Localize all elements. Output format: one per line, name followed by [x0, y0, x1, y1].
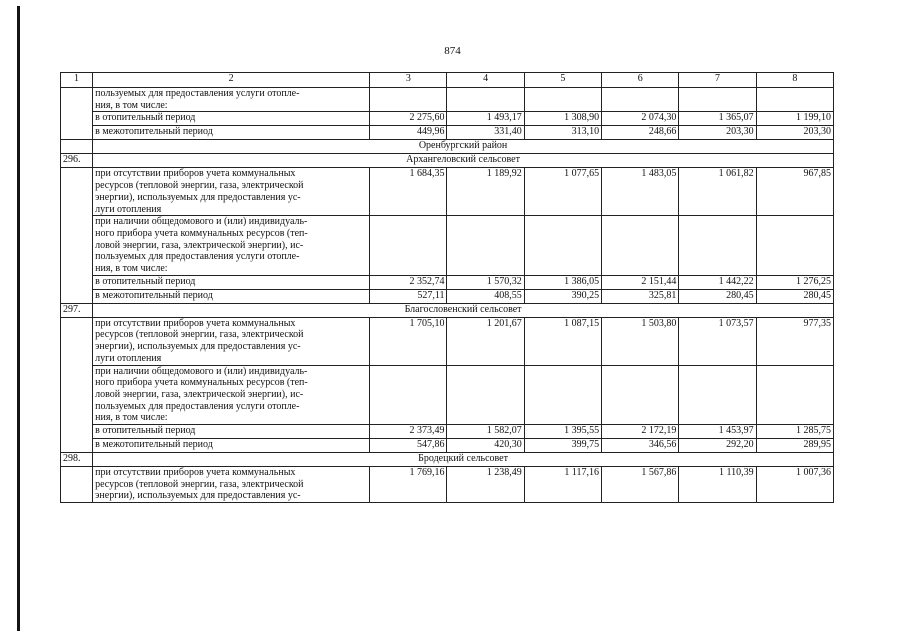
- value-cell: 1 276,25: [756, 275, 833, 289]
- description-line: ния, в том числе:: [95, 263, 168, 275]
- value-cell: 1 117,16: [524, 467, 601, 503]
- value-cell: 1 308,90: [524, 112, 601, 126]
- value-cell: 248,66: [602, 126, 679, 140]
- value-cell: 1 365,07: [679, 112, 756, 126]
- tariff-table: [60, 72, 834, 503]
- value-cell: 1 007,36: [756, 467, 833, 503]
- description-line: при наличии общедомового и (или) индивидуаль-: [95, 365, 308, 377]
- column-header: 5: [524, 73, 601, 88]
- table-row-with-meter: [61, 365, 834, 425]
- value-cell: 449,96: [370, 126, 447, 140]
- value-cell: 977,35: [756, 317, 833, 365]
- description-line: пользуемых для предоставления услуги отопле-: [95, 88, 300, 99]
- description-line: пользуемых для предоставления услуги отопле-: [95, 251, 300, 263]
- description-cell: [93, 467, 370, 503]
- settlement-name: Благословенский сельсовет: [93, 303, 834, 317]
- description-cell: [93, 88, 370, 112]
- settlement-number: 298.: [61, 453, 93, 467]
- value-cell: 325,81: [602, 289, 679, 303]
- value-cell: 1 705,10: [370, 317, 447, 365]
- index-cell: [61, 168, 93, 303]
- settlement-name: Архангеловский сельсовет: [93, 154, 834, 168]
- description-line: пользуемых для предоставления услуги отопле-: [95, 400, 300, 412]
- value-cell: 1 769,16: [370, 467, 447, 503]
- value-cell: 2 074,30: [602, 112, 679, 126]
- district-name: Оренбургский район: [93, 140, 834, 154]
- value-cell: 1 570,32: [447, 275, 524, 289]
- description-line: при наличии общедомового и (или) индивидуаль-: [95, 216, 308, 228]
- table-row-heating: [61, 275, 834, 289]
- value-cell: 1 077,65: [524, 168, 601, 216]
- value-cell: 1 189,92: [447, 168, 524, 216]
- column-header: 8: [756, 73, 833, 88]
- description-line: ловой энергии, газа, электрической энергии), ис-: [95, 239, 304, 251]
- description-line: энергии), используемых для предоставления ус-: [95, 490, 301, 502]
- value-cell: 1 442,22: [679, 275, 756, 289]
- value-cell: 331,40: [447, 126, 524, 140]
- table-row-interheating: [61, 289, 834, 303]
- description-line: энергии), используемых для предоставления ус-: [95, 191, 301, 203]
- description-cell: [93, 365, 370, 425]
- table-row-heating: [61, 112, 834, 126]
- table-row-with-meter: [61, 216, 834, 276]
- settlement-number: 297.: [61, 303, 93, 317]
- settlement-row: [61, 303, 834, 317]
- description-line: луги отопления: [95, 203, 162, 215]
- row-label: в межотопительный период: [93, 126, 370, 140]
- index-cell: [61, 317, 93, 452]
- value-cell: 1 567,86: [602, 467, 679, 503]
- settlement-number: 296.: [61, 154, 93, 168]
- description-line: ния, в том числе:: [95, 99, 168, 111]
- column-header: 2: [93, 73, 370, 88]
- row-label: в отопительный период: [93, 112, 370, 126]
- value-cell: 280,45: [679, 289, 756, 303]
- page-number: 874: [444, 45, 461, 57]
- column-header: 3: [370, 73, 447, 88]
- value-cell: 967,85: [756, 168, 833, 216]
- value-cell: 313,10: [524, 126, 601, 140]
- value-cell: 2 151,44: [602, 275, 679, 289]
- description-line: при отсутствии приборов учета коммунальных: [95, 317, 296, 329]
- value-cell: 527,11: [370, 289, 447, 303]
- description-line: энергии), используемых для предоставления ус-: [95, 341, 301, 353]
- value-cell: 1 285,75: [756, 425, 833, 439]
- district-row: [61, 140, 834, 154]
- value-cell: 547,86: [370, 439, 447, 453]
- description-line: ресурсов (тепловой энергии, газа, электрической: [95, 180, 304, 192]
- settlement-row: [61, 453, 834, 467]
- value-cell: 1 483,05: [602, 168, 679, 216]
- description-cell: [93, 168, 370, 216]
- table-row-no-meter: [61, 168, 834, 216]
- index-cell: [61, 88, 93, 140]
- description-cell: [93, 216, 370, 276]
- settlement-row: [61, 154, 834, 168]
- table-row-no-meter: [61, 467, 834, 503]
- description-line: при отсутствии приборов учета коммунальных: [95, 467, 296, 479]
- value-cell: 1 061,82: [679, 168, 756, 216]
- row-label: в межотопительный период: [93, 439, 370, 453]
- description-line: ресурсов (тепловой энергии, газа, электрической: [95, 478, 304, 490]
- header-row: [61, 73, 834, 88]
- column-header: 6: [602, 73, 679, 88]
- table-row: [61, 88, 834, 112]
- value-cell: 280,45: [756, 289, 833, 303]
- value-cell: 1 201,67: [447, 317, 524, 365]
- table-row-no-meter: [61, 317, 834, 365]
- description-line: луги отопления: [95, 352, 162, 364]
- value-cell: 1 087,15: [524, 317, 601, 365]
- value-cell: 1 238,49: [447, 467, 524, 503]
- value-cell: 203,30: [679, 126, 756, 140]
- row-label: в отопительный период: [93, 275, 370, 289]
- value-cell: 1 110,39: [679, 467, 756, 503]
- value-cell: 1 503,80: [602, 317, 679, 365]
- value-cell: 2 275,60: [370, 112, 447, 126]
- value-cell: 420,30: [447, 439, 524, 453]
- description-line: ного прибора учета коммунальных ресурсов (теп-: [95, 227, 308, 239]
- binding-edge-line: [17, 6, 20, 631]
- description-line: ния, в том числе:: [95, 412, 168, 424]
- value-cell: 408,55: [447, 289, 524, 303]
- description-cell: [93, 317, 370, 365]
- value-cell: 1 684,35: [370, 168, 447, 216]
- value-cell: 292,20: [679, 439, 756, 453]
- value-cell: 346,56: [602, 439, 679, 453]
- column-header: 1: [61, 73, 93, 88]
- value-cell: 399,75: [524, 439, 601, 453]
- value-cell: 1 453,97: [679, 425, 756, 439]
- value-cell: 2 172,19: [602, 425, 679, 439]
- value-cell: 289,95: [756, 439, 833, 453]
- value-cell: 2 352,74: [370, 275, 447, 289]
- value-cell: 203,30: [756, 126, 833, 140]
- column-header: 4: [447, 73, 524, 88]
- value-cell: 2 373,49: [370, 425, 447, 439]
- value-cell: 1 493,17: [447, 112, 524, 126]
- table-row-heating: [61, 425, 834, 439]
- description-line: ресурсов (тепловой энергии, газа, электрической: [95, 329, 304, 341]
- value-cell: 1 395,55: [524, 425, 601, 439]
- row-label: в отопительный период: [93, 425, 370, 439]
- value-cell: 1 386,05: [524, 275, 601, 289]
- value-cell: 390,25: [524, 289, 601, 303]
- table-row-interheating: [61, 439, 834, 453]
- settlement-name: Бродецкий сельсовет: [93, 453, 834, 467]
- index-cell: [61, 467, 93, 503]
- row-label: в межотопительный период: [93, 289, 370, 303]
- table-row-interheating: [61, 126, 834, 140]
- value-cell: 1 073,57: [679, 317, 756, 365]
- description-line: ловой энергии, газа, электрической энергии), ис-: [95, 388, 304, 400]
- description-line: при отсутствии приборов учета коммунальных: [95, 168, 296, 180]
- description-line: ного прибора учета коммунальных ресурсов (теп-: [95, 377, 308, 389]
- value-cell: 1 582,07: [447, 425, 524, 439]
- value-cell: 1 199,10: [756, 112, 833, 126]
- column-header: 7: [679, 73, 756, 88]
